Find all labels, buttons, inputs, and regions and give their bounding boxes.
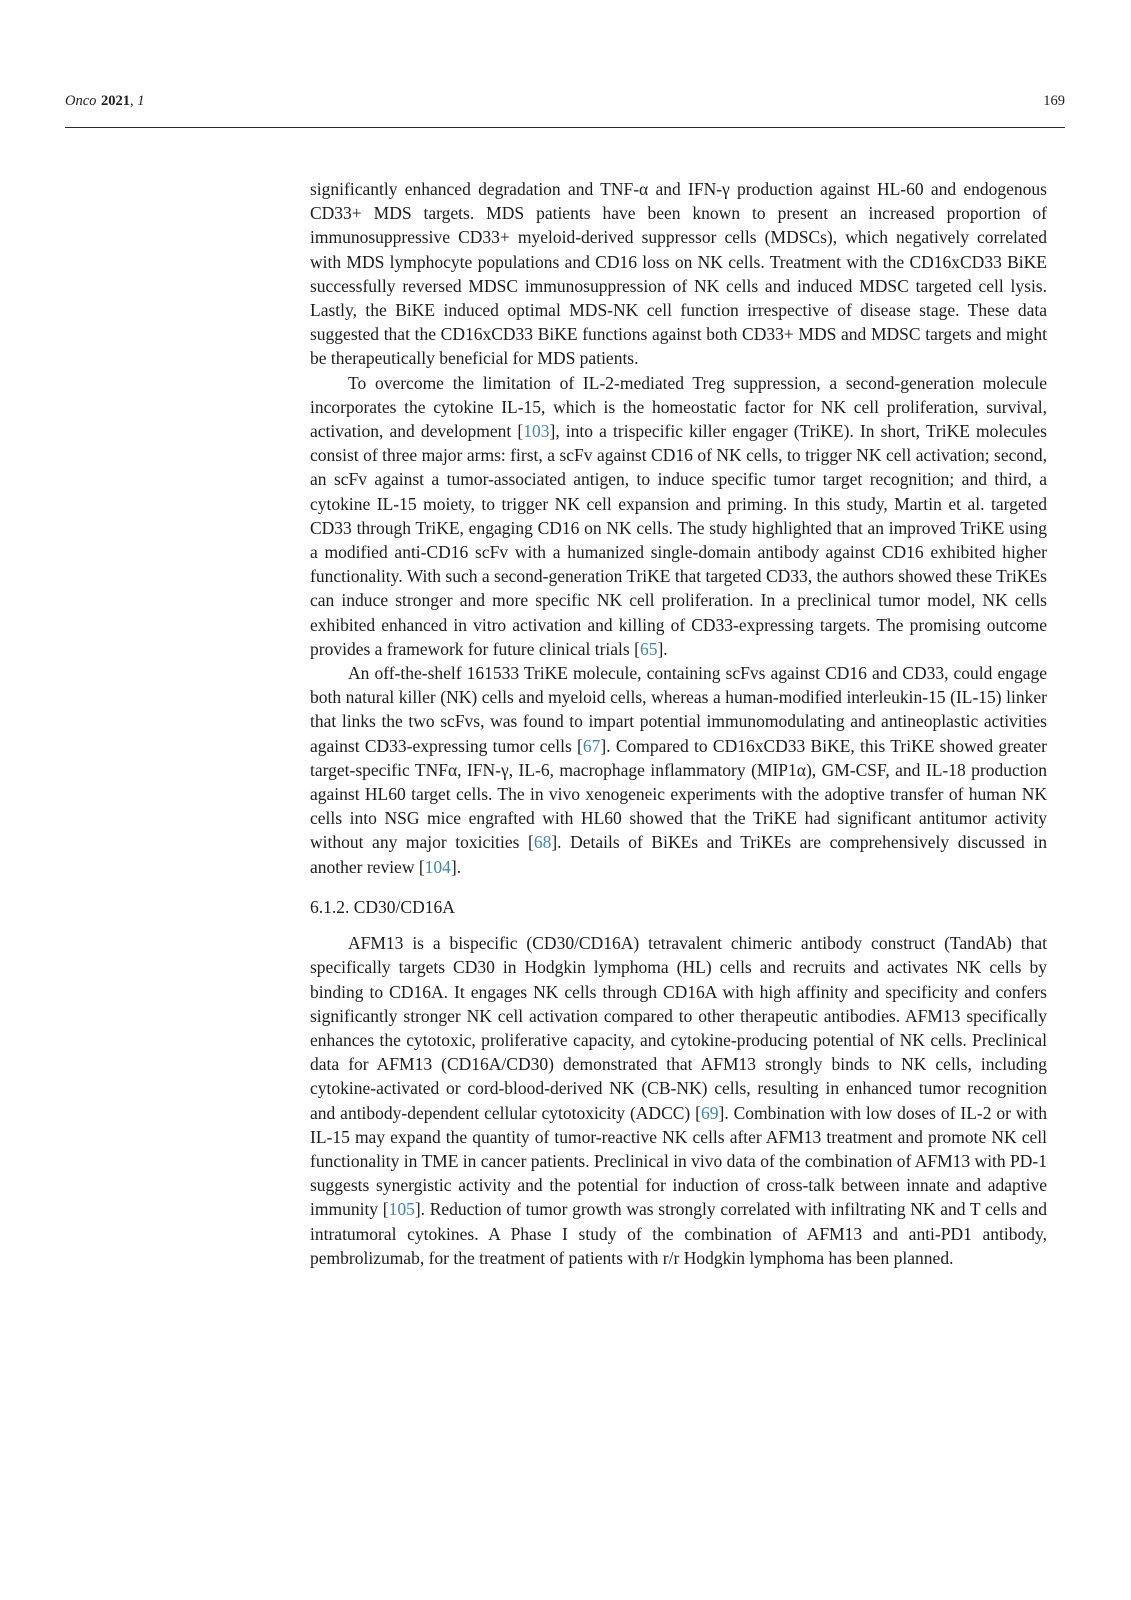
journal-reference <box>65 92 145 110</box>
citation-link[interactable]: 69 <box>700 1102 719 1123</box>
paragraph: To overcome the limitation of IL-2-mediated Treg suppression, a second-generation molecule incorporates the cytokine IL-15, which is the homeostatic factor for NK cell proliferation, survival, activation, and development [103], into a trispecific killer engager (TriKE). In short, TriKE molecules consist of three major arms: first, a scFv against CD16 of NK cells, to trigger NK cell activation; second, an scFv against a tumor-associated antigen, to induce specific tumor target recognition; and third, a cytokine IL-15 moiety, to trigger NK cell expansion and priming. In this study, Martin et al. targeted CD33 through TriKE, engaging CD16 on NK cells. The study highlighted that an improved TriKE using a modified anti-CD16 scFv with a humanized single-domain antibody against CD16 exhibited higher functionality. With such a second-generation TriKE that targeted CD33, the authors showed these TriKEs can induce stronger and more specific NK cell proliferation. In a preclinical tumor model, NK cells exhibited enhanced in vitro activation and killing of CD33-expressing targets. The promising outcome provides a framework for future clinical trials [65]. <box>310 372 1047 659</box>
citation-link[interactable]: 68 <box>533 832 552 853</box>
journal-year: 2021 <box>101 93 131 109</box>
page-number: 169 <box>1043 93 1065 109</box>
citation-link[interactable]: 67 <box>582 735 601 756</box>
running-header <box>65 92 1065 110</box>
section-heading: 6.1.2. CD30/CD16A <box>310 896 455 917</box>
journal-issue: , 1 <box>130 93 145 109</box>
citation-link[interactable]: 104 <box>424 856 451 877</box>
paragraph: AFM13 is a bispecific (CD30/CD16A) tetravalent chimeric antibody construct (TandAb) that specifically targets CD30 in Hodgkin lymphoma (HL) cells and recruits and activates NK cells by binding to CD16A. It engages NK cells through CD16A with high affinity and specificity and confers significantly stronger NK cell activation compared to other therapeutic antibodies. AFM13 specifically enhances the cytotoxic, proliferative capacity, and cytokine-producing potential of NK cells. Preclinical data for AFM13 (CD16A/CD30) demonstrated that AFM13 strongly binds to NK cells, including cytokine-activated or cord-blood-derived NK (CB-NK) cells, resulting in enhanced tumor recognition and antibody-dependent cellular cytotoxicity (ADCC) [69]. Combination with low doses of IL-2 or with IL-15 may expand the quantity of tumor-reactive NK cells after AFM13 treatment and promote NK cell functionality in TME in cancer patients. Preclinical in vivo data of the combination of AFM13 with PD-1 suggests synergistic activity and the potential for induction of cross-talk between innate and adaptive immunity [105]. Reduction of tumor growth was strongly correlated with infiltrating NK and T cells and intratumoral cytokines. A Phase I study of the combination of AFM13 and anti-PD1 antibody, pembrolizumab, for the treatment of patients with r/r Hodgkin lymphoma has been planned. <box>310 933 1047 1268</box>
citation-link[interactable]: 103 <box>523 421 550 442</box>
paragraph: significantly enhanced degradation and TNF-α and IFN-γ production against HL-60 and endogenous CD33+ MDS targets. MDS patients have been known to present an increased proportion of immunosuppressive CD33+ myeloid-derived suppressor cells (MDSCs), which negatively correlated with MDS lymphocyte populations and CD16 loss on NK cells. Treatment with the CD16xCD33 BiKE successfully reversed MDSC immunosuppression of NK cells and induced MDSC targeted cell lysis. Lastly, the BiKE induced optimal MDS-NK cell function irrespective of disease stage. These data suggested that the CD16xCD33 BiKE functions against both CD33+ MDS and MDSC targets and might be therapeutically beneficial for MDS patients. <box>310 179 1047 369</box>
header-divider <box>65 127 1065 128</box>
journal-name: Onco <box>65 93 97 109</box>
body-content <box>310 177 1047 1270</box>
citation-link[interactable]: 105 <box>388 1199 415 1220</box>
citation-link[interactable]: 65 <box>639 638 658 659</box>
paragraph: An off-the-shelf 161533 TriKE molecule, containing scFvs against CD16 and CD33, could engage both natural killer (NK) cells and myeloid cells, whereas a human-modified interleukin-15 (IL-15) linker that links the two scFvs, was found to impart potential immunomodulating and antineoplastic activities against CD33-expressing tumor cells [67]. Compared to CD16xCD33 BiKE, this TriKE showed greater target-specific TNFα, IFN-γ, IL-6, macrophage inflammatory (MIP1α), GM-CSF, and IL-18 production against HL60 target cells. The in vivo xenogeneic experiments with the adoptive transfer of human NK cells into NSG mice engrafted with HL60 showed that the TriKE had significant antitumor activity without any major toxicities [68]. Details of BiKEs and TriKEs are comprehensively discussed in another review [104]. <box>310 663 1047 877</box>
